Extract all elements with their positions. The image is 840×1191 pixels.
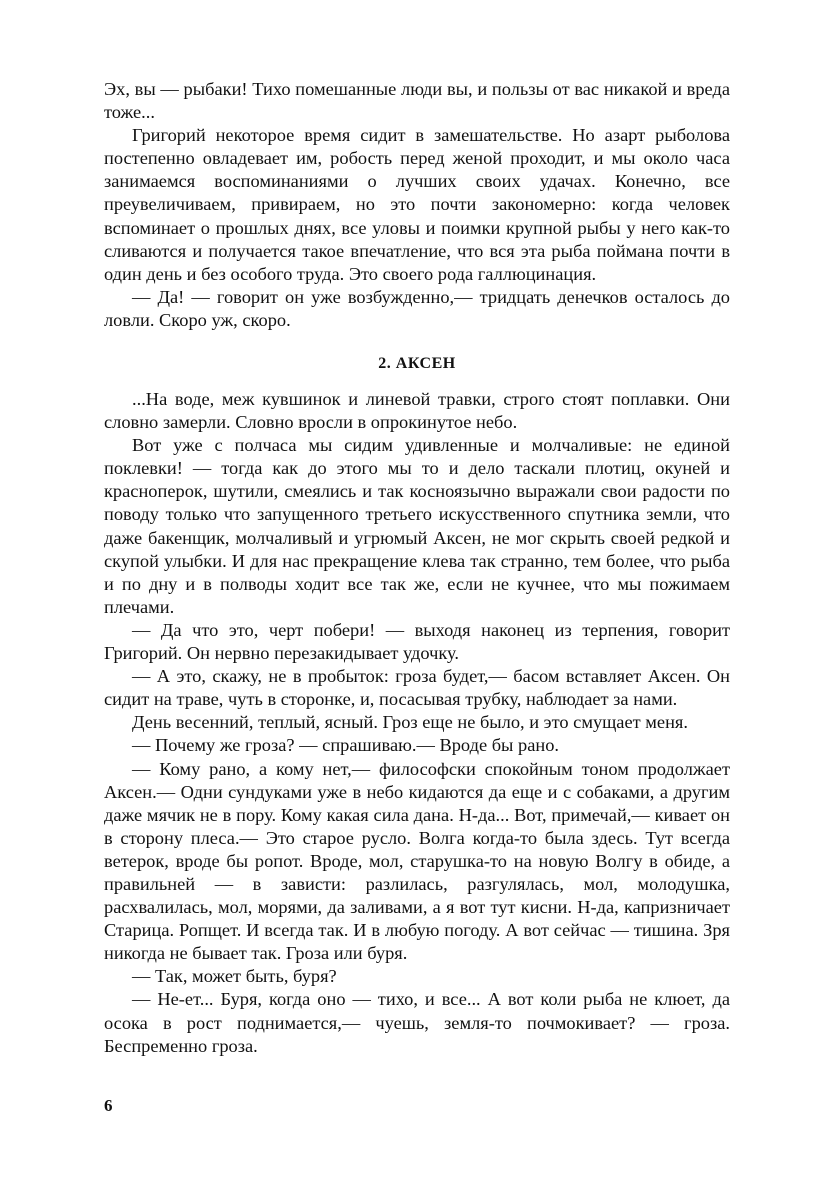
paragraph: — А это, скажу, не в пробыток: гроза будет,— басом вставляет Аксен. Он сидит на траве, чуть в сторонке, и, посасывая трубку, наблюдает за нами. [104,666,730,710]
paragraph: День весенний, теплый, ясный. Гроз еще не было, и это смущает меня. [132,712,688,733]
paragraph: Эх, вы — рыбаки! Тихо помешанные люди вы, и пользы от вас никакой и вреда тоже... [104,79,730,123]
text-block-section-2 [104,388,730,1058]
paragraph: Вот уже с полчаса мы сидим удивленные и молчаливые: не единой поклевки! — тогда как до этого мы то и дело таскали плотиц, окуней и красноперок, шутили, смеялись и так косноязычно выражали свои радости по поводу только что запущенного третьего искусственного спутника земли, что даже бакенщик, молчаливый и угрюмый Аксен, не мог скрыть своей редкой и скупой улыбки. И для нас прекращение клева так странно, тем более, что рыба и по дну и в полводы ходит все так же, если не кучнее, что мы пожимаем плечами. [104,435,730,617]
paragraph: ...На воде, меж кувшинок и линевой травки, строго стоят поплавки. Они словно замерли. Словно вросли в опрокинутое небо. [104,389,730,433]
paragraph: — Почему же гроза? — спрашиваю.— Вроде бы рано. [132,735,560,756]
paragraph: — Кому рано, а кому нет,— философски спокойным тоном продолжает Аксен.— Одни сундуками уже в небо кидаются да еще и с собаками, а другим даже мячик не в пору. Кому какая сила дана. Н-да... Вот, примечай,— кивает он в сторону плеса.— Это старое русло. Волга когда-то была здесь. Тут всегда ветерок, вроде бы ропот. Вроде, мол, старушка-то на новую Волгу в обиде, а правильней — в зависти: разлилась, разгулялась, мол, молодушка, расхвалилась, мол, морями, да заливами, а я вот тут кисни. Н-да, капризничает Старица. Ропщет. И всегда так. И в любую погоду. А вот сейчас — тишина. Зря никогда не бывает так. Гроза или буря. [104,758,730,964]
paragraph: — Да что это, черт побери! — выходя наконец из терпения, говорит Григорий. Он нервно перезакидывает удочку. [104,619,730,664]
paragraph: — Не-ет... Буря, когда оно — тихо, и все... А вот коли рыба не клюет, да осока в рост поднимается,— чуешь, земля-то почмокивает? — гроза. Беспременно гроза. [104,989,730,1056]
paragraph: — Так, может быть, буря? [132,966,337,987]
paragraph: — Да! — говорит он уже возбужденно,— тридцать денечков осталось до ловли. Скоро уж, скоро. [104,286,730,330]
text-block-section-1 [104,78,730,332]
section-heading: 2. АКСЕН [378,355,456,372]
paragraph: Григорий некоторое время сидит в замешательстве. Но азарт рыболова постепенно овладевает им, робость перед женой проходит, и мы около часа занимаемся воспоминаниями о лучших своих удачах. Конечно, все преувеличиваем, привираем, но это почти закономерно: когда человек вспоминает о прошлых днях, все уловы и поимки крупной рыбы у него как-то сливаются и получается такое впечатление, что вся эта рыба поймана почти в один день и без особого труда. Это своего рода галлюцинация. [104,125,730,284]
page-number: 6 [104,1096,113,1115]
